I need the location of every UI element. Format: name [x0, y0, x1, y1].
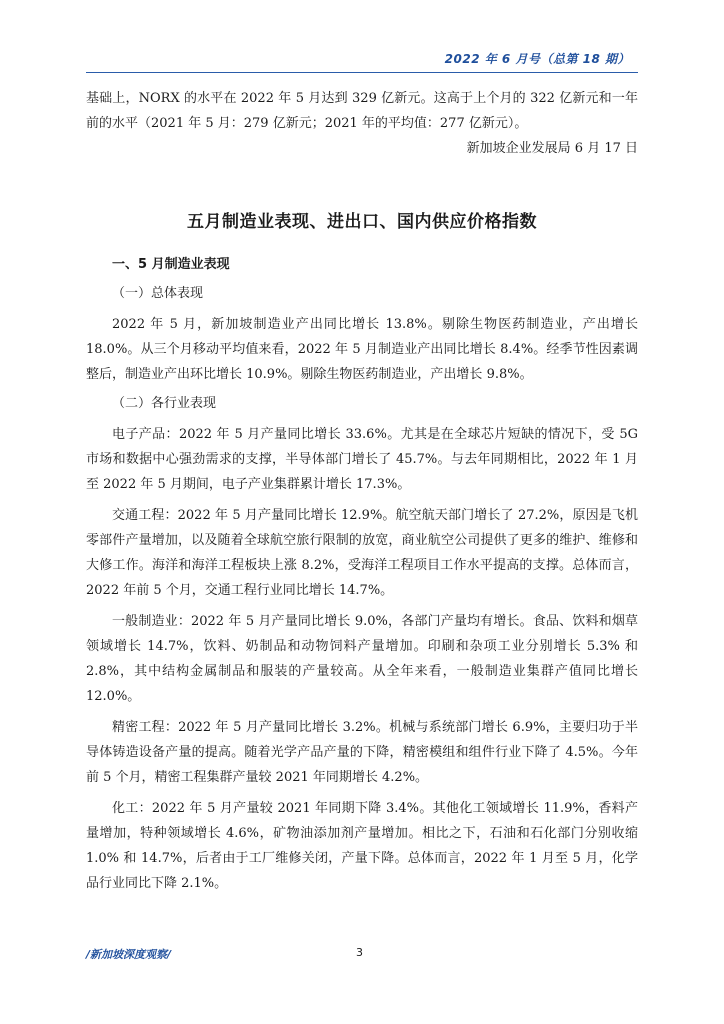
paragraph-electronics: 电子产品：2022 年 5 月产量同比增长 33.6%。尤其是在全球芯片短缺的情况下，受 5G 市场和数据中心强劲需求的支撑，半导体部门增长了 45.7%。与去年同期相比，2022 年 1 月至 2022 年 5 月期间，电子产业集群累计增长 17.3%。: [86, 427, 638, 492]
header-rule: [86, 72, 638, 73]
footer-brand: /新加坡深度观察/: [86, 948, 172, 961]
issue-header: 2022 年 6 月号（总第 18 期）: [444, 52, 630, 66]
paragraph-general-manufacturing: 一般制造业：2022 年 5 月产量同比增长 9.0%，各部门产量均有增长。食品、饮料和烟草领域增长 14.7%，饮料、奶制品和动物饲料产量增加。印刷和杂项工业分别增长 5.3% 和 2.8%，其中结构金属制品和服装的产量较高。从全年来看，一般制造业集群产值同比增长 12.0%。: [86, 614, 638, 704]
intro-paragraph: 基础上，NORX 的水平在 2022 年 5 月达到 329 亿新元。这高于上个月的 322 亿新元和一年前的水平（2021 年 5 月：279 亿新元；2021 年的平均值：277 亿新元）。: [86, 91, 638, 131]
overall-paragraph: 2022 年 5 月，新加坡制造业产出同比增长 13.8%。剔除生物医药制造业，产出增长 18.0%。从三个月移动平均值来看，2022 年 5 月制造业产出同比增长 8.4%。经季节性因素调整后，制造业产出环比增长 10.9%。剔除生物医药制造业，产出增长 9.8%。: [86, 317, 638, 382]
signature: 新加坡企业发展局 6 月 17 日: [466, 141, 638, 156]
article-title: 五月制造业表现、进出口、国内供应价格指数: [187, 212, 537, 232]
page-content: [86, 86, 638, 896]
subsection-heading-overall: （一）总体表现: [112, 286, 204, 301]
subsection-heading-sectors: （二）各行业表现: [112, 396, 217, 411]
page-number: 3: [356, 946, 363, 959]
section-heading: 一、5 月制造业表现: [112, 257, 230, 272]
paragraph-chemicals: 化工：2022 年 5 月产量较 2021 年同期下降 3.4%。其他化工领域增长 11.9%，香料产量增加，特种领域增长 4.6%，矿物油添加剂产量增加。相比之下，石油和石化部门分别收缩 1.0% 和 14.7%，后者由于工厂维修关闭，产量下降。总体而言，2022 年 1 月至 5 月，化学品行业同比下降 2.1%。: [86, 801, 638, 891]
paragraph-transport-engineering: 交通工程：2022 年 5 月产量同比增长 12.9%。航空航天部门增长了 27.2%，原因是飞机零部件产量增加，以及随着全球航空旅行限制的放宽，商业航空公司提供了更多的维护、维修和大修工作。海洋和海洋工程板块上涨 8.2%，受海洋工程项目工作水平提高的支撑。总体而言，2022 年前 5 个月，交通工程行业同比增长 14.7%。: [86, 508, 638, 598]
paragraph-precision-engineering: 精密工程：2022 年 5 月产量同比增长 3.2%。机械与系统部门增长 6.9%，主要归功于半导体铸造设备产量的提高。随着光学产品产量的下降，精密模组和组件行业下降了 4.5%。今年前 5 个月，精密工程集群产量较 2021 年同期增长 4.2%。: [86, 720, 638, 785]
